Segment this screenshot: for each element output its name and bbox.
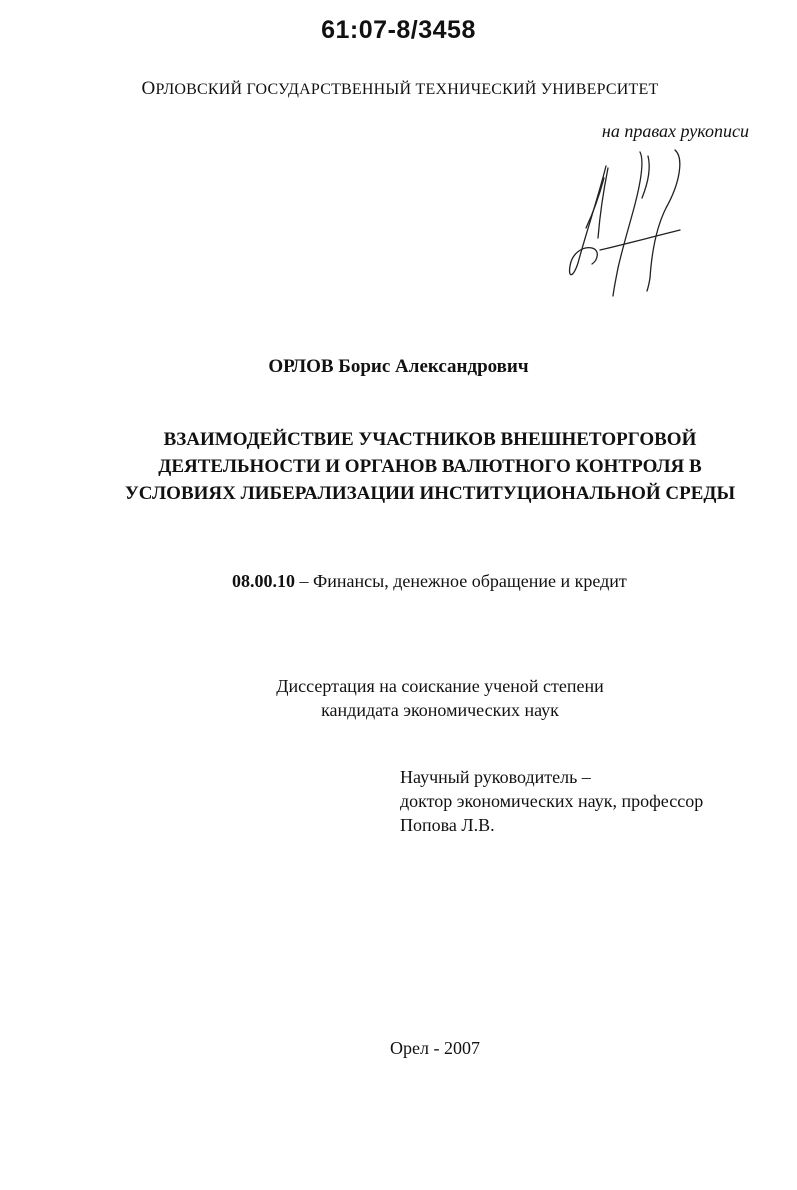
supervisor-degree: доктор экономических наук, профессор [400, 791, 704, 811]
manuscript-rights-note: на правах рукописи [601, 121, 749, 141]
title-line: ДЕЯТЕЛЬНОСТИ И ОРГАНОВ ВАЛЮТНОГО КОНТРОЛЯ В [158, 456, 702, 477]
supervisor-block [400, 765, 703, 837]
specialty-name: – Финансы, денежное обращение и кредит [295, 571, 627, 591]
title-line: ВЗАИМОДЕЙСТВИЕ УЧАСТНИКОВ ВНЕШНЕТОРГОВОЙ [163, 429, 697, 450]
handwritten-signature [548, 138, 698, 303]
degree-line: Диссертация на соискание ученой степени [276, 676, 604, 696]
author-name: ОРЛОВ Борис Александрович [268, 356, 529, 377]
degree-line: кандидата экономических наук [321, 700, 559, 720]
catalog-number: 61:07-8/3458 [321, 16, 476, 44]
specialty-code: 08.00.10 [232, 571, 295, 591]
title-line: УСЛОВИЯХ ЛИБЕРАЛИЗАЦИИ ИНСТИТУЦИОНАЛЬНОЙ СРЕДЫ [124, 483, 736, 504]
dissertation-title [120, 426, 740, 507]
supervisor-role: Научный руководитель – [400, 767, 591, 787]
university-name-rest: РЛОВСКИЙ ГОСУДАРСТВЕННЫЙ ТЕХНИЧЕСКИЙ УНИВЕРСИТЕТ [155, 81, 659, 98]
university-name [0, 78, 797, 100]
city-year: Орел - 2007 [390, 1038, 480, 1058]
university-name-initial: О [141, 78, 156, 99]
dissertation-degree [0, 674, 797, 722]
specialty [232, 571, 627, 592]
supervisor-name: Попова Л.В. [400, 815, 495, 835]
